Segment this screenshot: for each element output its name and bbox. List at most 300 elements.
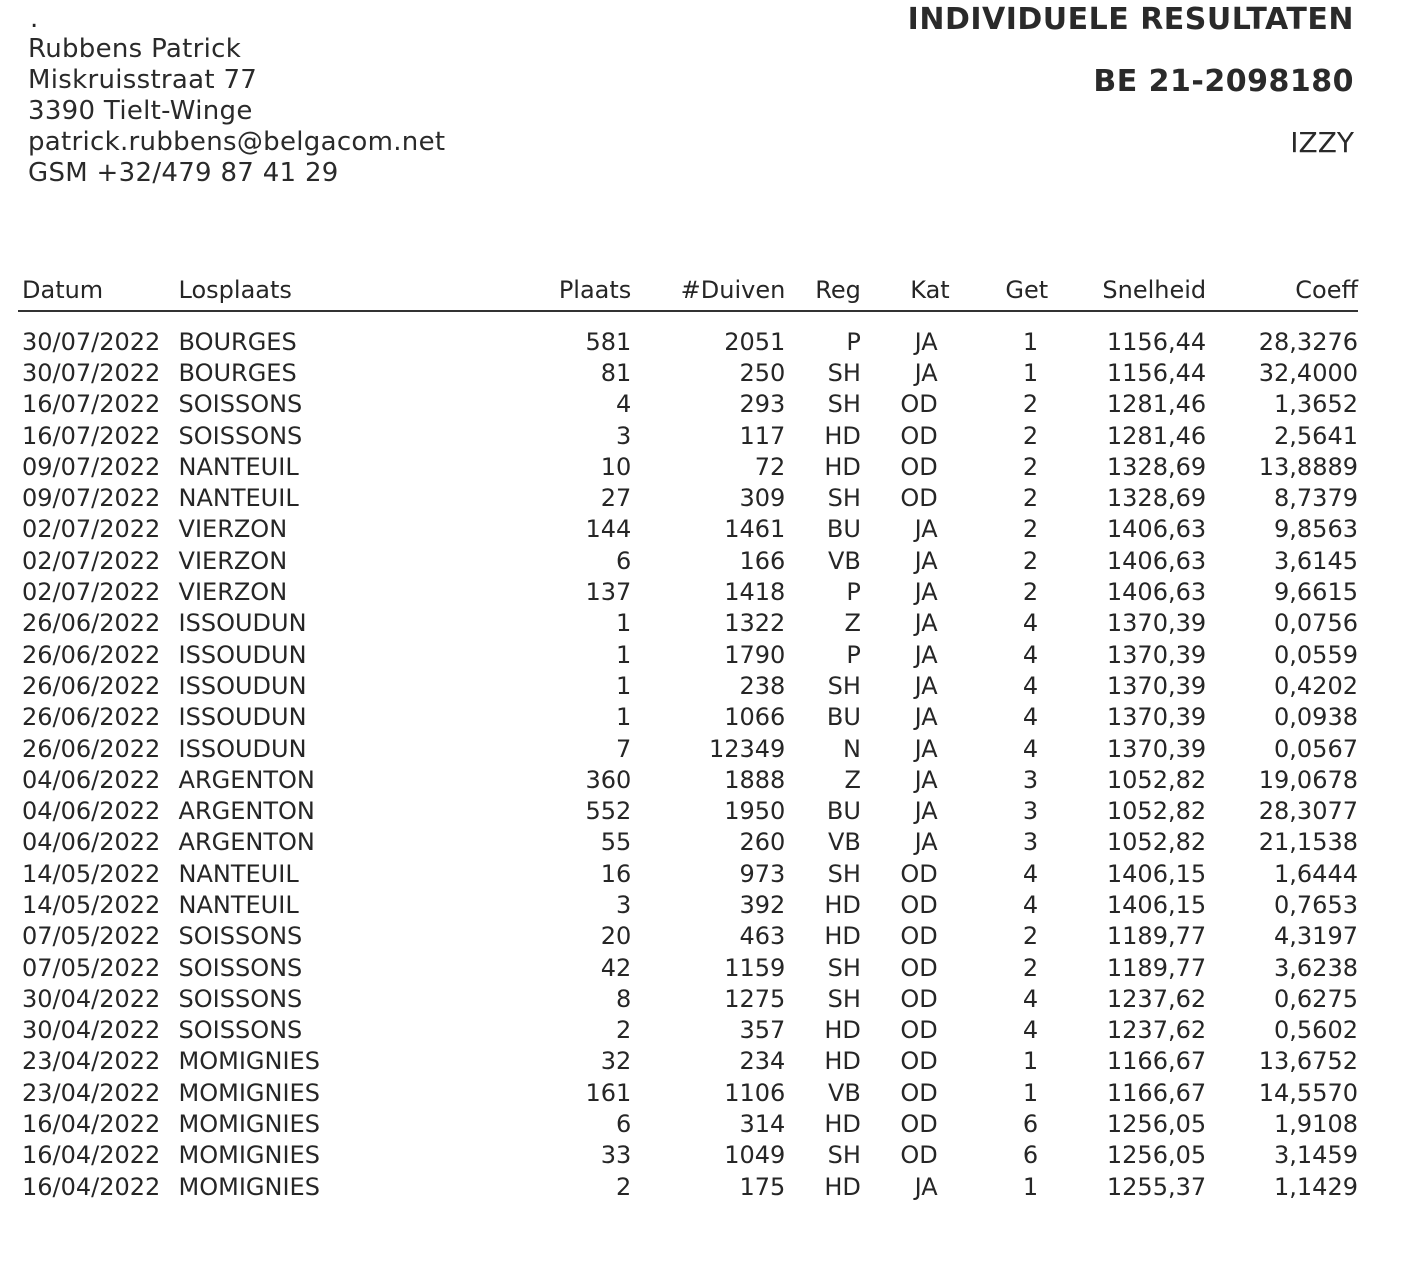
cell-coeff: 19,0678 <box>1258 765 1358 794</box>
cell-get: 4 <box>1022 609 1039 638</box>
cell-coeff: 1,1429 <box>1274 1172 1358 1201</box>
cell-reg: SH <box>827 484 861 513</box>
cell-duiven: 1950 <box>724 797 786 826</box>
cell-duiven: 238 <box>739 671 786 700</box>
cell-coeff: 0,0938 <box>1274 703 1358 732</box>
cell-plaats: 6 <box>616 546 632 575</box>
cell-datum: 16/04/2022 <box>22 1172 161 1201</box>
cell-snelheid: 1281,46 <box>1106 421 1207 450</box>
table-row <box>18 1015 1358 1046</box>
cell-plaats: 144 <box>585 515 632 544</box>
cell-kat: OD <box>900 1047 938 1076</box>
ring-number: BE 21-2098180 <box>1093 64 1354 99</box>
cell-duiven: 2051 <box>724 327 786 356</box>
cell-plaats: 2 <box>616 1172 632 1201</box>
cell-snelheid: 1281,46 <box>1106 390 1207 419</box>
column-header-losplaats: Losplaats <box>179 270 467 311</box>
owner-name: Rubbens Patrick <box>28 34 242 64</box>
cell-reg: SH <box>827 953 861 982</box>
cell-coeff: 4,3197 <box>1274 922 1358 951</box>
cell-losplaats: ARGENTON <box>178 828 315 857</box>
cell-kat: JA <box>914 797 938 826</box>
cell-losplaats: SOISSONS <box>178 953 303 982</box>
cell-get: 2 <box>1022 922 1039 951</box>
column-header-get: Get <box>962 270 1052 311</box>
cell-get: 4 <box>1022 890 1039 919</box>
cell-datum: 07/05/2022 <box>22 953 161 982</box>
cell-snelheid: 1370,39 <box>1106 703 1207 732</box>
cell-kat: JA <box>914 734 938 763</box>
cell-kat: JA <box>914 703 938 732</box>
cell-reg: Z <box>844 765 861 794</box>
cell-coeff: 3,1459 <box>1274 1141 1358 1170</box>
table-row <box>18 451 1358 482</box>
cell-coeff: 28,3077 <box>1258 797 1358 826</box>
cell-get: 6 <box>1022 1110 1039 1139</box>
cell-kat: JA <box>914 327 938 356</box>
table-row <box>18 545 1358 576</box>
cell-coeff: 13,8889 <box>1258 452 1358 481</box>
cell-reg: VB <box>828 1078 861 1107</box>
cell-reg: VB <box>828 828 861 857</box>
cell-plaats: 161 <box>585 1078 632 1107</box>
cell-datum: 30/04/2022 <box>22 984 161 1013</box>
cell-reg: P <box>846 640 861 669</box>
cell-coeff: 21,1538 <box>1258 828 1358 857</box>
pigeon-name: IZZY <box>1290 126 1354 159</box>
cell-datum: 14/05/2022 <box>22 859 161 888</box>
cell-snelheid: 1166,67 <box>1106 1078 1207 1107</box>
cell-datum: 09/07/2022 <box>22 484 161 513</box>
cell-duiven: 314 <box>739 1110 786 1139</box>
cell-losplaats: MOMIGNIES <box>178 1141 320 1170</box>
cell-duiven: 357 <box>739 1016 786 1045</box>
cell-losplaats: SOISSONS <box>178 984 303 1013</box>
cell-losplaats: BOURGES <box>178 327 297 356</box>
column-header-coeff: Coeff <box>1206 270 1358 311</box>
cell-duiven: 166 <box>739 546 786 575</box>
cell-losplaats: SOISSONS <box>178 390 303 419</box>
owner-email: patrick.rubbens@belgacom.net <box>28 127 446 157</box>
cell-duiven: 973 <box>739 859 786 888</box>
cell-plaats: 2 <box>616 1016 632 1045</box>
cell-get: 3 <box>1022 765 1039 794</box>
cell-plaats: 7 <box>616 734 632 763</box>
cell-coeff: 0,0567 <box>1274 734 1358 763</box>
cell-coeff: 0,6275 <box>1274 984 1358 1013</box>
cell-datum: 16/04/2022 <box>22 1141 161 1170</box>
cell-reg: SH <box>827 984 861 1013</box>
table-row <box>18 827 1358 858</box>
owner-street: Miskruisstraat 77 <box>28 65 258 95</box>
cell-plaats: 137 <box>585 578 632 607</box>
cell-kat: OD <box>900 890 938 919</box>
cell-losplaats: NANTEUIL <box>178 452 299 481</box>
cell-datum: 07/05/2022 <box>22 922 161 951</box>
cell-losplaats: ISSOUDUN <box>178 640 307 669</box>
cell-reg: HD <box>824 1047 861 1076</box>
cell-losplaats: MOMIGNIES <box>178 1047 320 1076</box>
cell-datum: 30/04/2022 <box>22 1016 161 1045</box>
cell-get: 4 <box>1022 671 1039 700</box>
table-row <box>18 514 1358 545</box>
cell-get: 3 <box>1022 828 1039 857</box>
cell-losplaats: ISSOUDUN <box>178 609 307 638</box>
cell-reg: VB <box>828 546 861 575</box>
cell-get: 2 <box>1022 421 1039 450</box>
cell-losplaats: MOMIGNIES <box>178 1172 320 1201</box>
cell-datum: 23/04/2022 <box>22 1078 161 1107</box>
cell-coeff: 9,8563 <box>1274 515 1358 544</box>
cell-plaats: 6 <box>616 1110 632 1139</box>
cell-get: 2 <box>1022 452 1039 481</box>
cell-datum: 26/06/2022 <box>22 703 161 732</box>
cell-get: 2 <box>1022 578 1039 607</box>
cell-losplaats: ARGENTON <box>178 797 315 826</box>
table-row <box>18 389 1358 420</box>
cell-datum: 04/06/2022 <box>22 765 161 794</box>
cell-plaats: 42 <box>600 953 632 982</box>
cell-datum: 26/06/2022 <box>22 640 161 669</box>
cell-kat: JA <box>914 640 938 669</box>
column-header-duiven: #Duiven <box>631 270 785 311</box>
cell-datum: 26/06/2022 <box>22 734 161 763</box>
cell-losplaats: MOMIGNIES <box>178 1078 320 1107</box>
cell-plaats: 4 <box>616 390 632 419</box>
cell-reg: HD <box>824 421 861 450</box>
cell-kat: JA <box>914 609 938 638</box>
cell-snelheid: 1166,67 <box>1106 1047 1207 1076</box>
table-row <box>18 420 1358 451</box>
cell-reg: P <box>846 327 861 356</box>
column-header-plaats: Plaats <box>467 270 632 311</box>
table-row <box>18 795 1358 826</box>
table-row <box>18 670 1358 701</box>
cell-datum: 04/06/2022 <box>22 828 161 857</box>
cell-datum: 04/06/2022 <box>22 797 161 826</box>
cell-datum: 09/07/2022 <box>22 452 161 481</box>
cell-kat: JA <box>914 765 938 794</box>
cell-get: 3 <box>1022 797 1039 826</box>
cell-duiven: 293 <box>739 390 786 419</box>
cell-reg: Z <box>844 609 861 638</box>
cell-losplaats: NANTEUIL <box>178 890 299 919</box>
cell-get: 1 <box>1022 1047 1039 1076</box>
table-row <box>18 858 1358 889</box>
cell-datum: 26/06/2022 <box>22 609 161 638</box>
cell-plaats: 3 <box>616 890 632 919</box>
cell-plaats: 10 <box>600 452 632 481</box>
cell-plaats: 8 <box>616 984 632 1013</box>
cell-losplaats: ISSOUDUN <box>178 734 307 763</box>
cell-get: 1 <box>1022 358 1039 387</box>
cell-coeff: 0,5602 <box>1274 1016 1358 1045</box>
cell-snelheid: 1237,62 <box>1106 984 1207 1013</box>
column-header-kat: Kat <box>861 270 962 311</box>
cell-plaats: 1 <box>616 640 632 669</box>
cell-losplaats: VIERZON <box>178 515 288 544</box>
table-row <box>18 357 1358 388</box>
cell-coeff: 0,0756 <box>1274 609 1358 638</box>
cell-duiven: 12349 <box>708 734 786 763</box>
cell-snelheid: 1406,63 <box>1106 578 1207 607</box>
cell-losplaats: ARGENTON <box>178 765 315 794</box>
cell-plaats: 20 <box>600 922 632 951</box>
cell-plaats: 1 <box>616 671 632 700</box>
cell-snelheid: 1052,82 <box>1106 797 1207 826</box>
table-row <box>18 1108 1358 1139</box>
cell-datum: 16/04/2022 <box>22 1110 161 1139</box>
cell-snelheid: 1256,05 <box>1106 1141 1207 1170</box>
cell-reg: HD <box>824 1016 861 1045</box>
cell-duiven: 1418 <box>724 578 786 607</box>
table-row <box>18 952 1358 983</box>
cell-plaats: 33 <box>600 1141 632 1170</box>
results-table <box>18 270 1358 1202</box>
cell-plaats: 16 <box>600 859 632 888</box>
cell-reg: HD <box>824 922 861 951</box>
table-row <box>18 1077 1358 1108</box>
table-row <box>18 889 1358 920</box>
cell-losplaats: SOISSONS <box>178 1016 303 1045</box>
cell-datum: 16/07/2022 <box>22 390 161 419</box>
table-row <box>18 983 1358 1014</box>
cell-kat: OD <box>900 390 938 419</box>
cell-losplaats: SOISSONS <box>178 421 303 450</box>
cell-get: 1 <box>1022 327 1039 356</box>
cell-losplaats: VIERZON <box>178 546 288 575</box>
owner-city: 3390 Tielt-Winge <box>28 96 253 126</box>
cell-losplaats: NANTEUIL <box>178 859 299 888</box>
cell-plaats: 552 <box>585 797 632 826</box>
cell-kat: OD <box>900 984 938 1013</box>
cell-snelheid: 1370,39 <box>1106 640 1207 669</box>
cell-losplaats: NANTEUIL <box>178 484 299 513</box>
cell-get: 4 <box>1022 703 1039 732</box>
table-row <box>18 639 1358 670</box>
cell-kat: OD <box>900 452 938 481</box>
cell-coeff: 1,3652 <box>1274 390 1358 419</box>
cell-coeff: 32,4000 <box>1258 358 1358 387</box>
cell-duiven: 1888 <box>724 765 786 794</box>
table-row <box>18 764 1358 795</box>
cell-datum: 02/07/2022 <box>22 515 161 544</box>
cell-coeff: 9,6615 <box>1274 578 1358 607</box>
table-row <box>18 608 1358 639</box>
cell-losplaats: MOMIGNIES <box>178 1110 320 1139</box>
cell-get: 2 <box>1022 953 1039 982</box>
cell-coeff: 3,6238 <box>1274 953 1358 982</box>
table-row <box>18 733 1358 764</box>
cell-duiven: 309 <box>739 484 786 513</box>
cell-snelheid: 1370,39 <box>1106 734 1207 763</box>
cell-plaats: 3 <box>616 421 632 450</box>
cell-datum: 26/06/2022 <box>22 671 161 700</box>
cell-kat: OD <box>900 1110 938 1139</box>
cell-kat: JA <box>914 671 938 700</box>
cell-duiven: 234 <box>739 1047 786 1076</box>
cell-kat: JA <box>914 546 938 575</box>
cell-snelheid: 1370,39 <box>1106 671 1207 700</box>
cell-reg: BU <box>826 797 861 826</box>
document-title: INDIVIDUELE RESULTATEN <box>907 2 1354 37</box>
table-row <box>18 482 1358 513</box>
cell-kat: OD <box>900 1141 938 1170</box>
cell-reg: BU <box>826 515 861 544</box>
cell-coeff: 8,7379 <box>1274 484 1358 513</box>
cell-plaats: 32 <box>600 1047 632 1076</box>
cell-kat: JA <box>914 828 938 857</box>
cell-snelheid: 1406,15 <box>1106 890 1207 919</box>
owner-phone: GSM +32/479 87 41 29 <box>28 158 339 188</box>
cell-reg: HD <box>824 1172 861 1201</box>
column-header-snelheid: Snelheid <box>1052 270 1206 311</box>
cell-snelheid: 1256,05 <box>1106 1110 1207 1139</box>
cell-coeff: 0,0559 <box>1274 640 1358 669</box>
header-dot: . <box>30 4 39 34</box>
cell-plaats: 55 <box>600 828 632 857</box>
cell-duiven: 1461 <box>724 515 786 544</box>
cell-reg: N <box>842 734 861 763</box>
table-row <box>18 921 1358 952</box>
column-header-datum: Datum <box>18 270 179 311</box>
cell-duiven: 1159 <box>724 953 786 982</box>
cell-coeff: 3,6145 <box>1274 546 1358 575</box>
cell-reg: P <box>846 578 861 607</box>
cell-get: 1 <box>1022 1172 1039 1201</box>
cell-duiven: 1066 <box>724 703 786 732</box>
table-row <box>18 576 1358 607</box>
cell-reg: HD <box>824 1110 861 1139</box>
results-body <box>18 311 1358 1202</box>
cell-losplaats: ISSOUDUN <box>178 671 307 700</box>
cell-kat: OD <box>900 1016 938 1045</box>
cell-duiven: 1049 <box>724 1141 786 1170</box>
cell-duiven: 250 <box>739 358 786 387</box>
cell-coeff: 14,5570 <box>1258 1078 1358 1107</box>
cell-kat: JA <box>914 578 938 607</box>
cell-coeff: 0,4202 <box>1274 671 1358 700</box>
cell-coeff: 1,9108 <box>1274 1110 1358 1139</box>
cell-datum: 02/07/2022 <box>22 546 161 575</box>
cell-duiven: 463 <box>739 922 786 951</box>
cell-reg: BU <box>826 703 861 732</box>
cell-get: 2 <box>1022 546 1039 575</box>
table-row <box>18 1171 1358 1202</box>
cell-kat: JA <box>914 515 938 544</box>
cell-coeff: 2,5641 <box>1274 421 1358 450</box>
cell-plaats: 581 <box>585 327 632 356</box>
owner-address <box>28 34 445 189</box>
cell-snelheid: 1052,82 <box>1106 828 1207 857</box>
cell-coeff: 13,6752 <box>1258 1047 1358 1076</box>
cell-kat: OD <box>900 484 938 513</box>
cell-reg: SH <box>827 859 861 888</box>
table-header-row <box>18 270 1358 311</box>
cell-get: 4 <box>1022 984 1039 1013</box>
cell-duiven: 117 <box>739 421 786 450</box>
cell-snelheid: 1189,77 <box>1106 953 1207 982</box>
cell-plaats: 27 <box>600 484 632 513</box>
cell-snelheid: 1156,44 <box>1106 327 1207 356</box>
cell-get: 4 <box>1022 734 1039 763</box>
cell-reg: HD <box>824 452 861 481</box>
cell-get: 4 <box>1022 1016 1039 1045</box>
cell-plaats: 1 <box>616 609 632 638</box>
cell-duiven: 1275 <box>724 984 786 1013</box>
cell-snelheid: 1328,69 <box>1106 452 1207 481</box>
cell-datum: 02/07/2022 <box>22 578 161 607</box>
cell-datum: 14/05/2022 <box>22 890 161 919</box>
column-header-reg: Reg <box>785 270 861 311</box>
cell-duiven: 1790 <box>724 640 786 669</box>
cell-snelheid: 1370,39 <box>1106 609 1207 638</box>
cell-snelheid: 1406,15 <box>1106 859 1207 888</box>
cell-kat: JA <box>914 358 938 387</box>
cell-coeff: 28,3276 <box>1258 327 1358 356</box>
cell-reg: SH <box>827 671 861 700</box>
cell-plaats: 360 <box>585 765 632 794</box>
cell-snelheid: 1328,69 <box>1106 484 1207 513</box>
cell-duiven: 1106 <box>724 1078 786 1107</box>
cell-reg: HD <box>824 890 861 919</box>
cell-duiven: 1322 <box>724 609 786 638</box>
cell-reg: SH <box>827 1141 861 1170</box>
cell-duiven: 175 <box>739 1172 786 1201</box>
cell-get: 6 <box>1022 1141 1039 1170</box>
cell-losplaats: SOISSONS <box>178 922 303 951</box>
cell-reg: SH <box>827 358 861 387</box>
cell-coeff: 0,7653 <box>1274 890 1358 919</box>
cell-kat: OD <box>900 859 938 888</box>
cell-duiven: 392 <box>739 890 786 919</box>
cell-snelheid: 1255,37 <box>1106 1172 1207 1201</box>
cell-snelheid: 1237,62 <box>1106 1016 1207 1045</box>
table-row <box>18 311 1358 357</box>
table-row <box>18 702 1358 733</box>
cell-datum: 30/07/2022 <box>22 327 161 356</box>
cell-get: 4 <box>1022 859 1039 888</box>
cell-plaats: 1 <box>616 703 632 732</box>
cell-snelheid: 1189,77 <box>1106 922 1207 951</box>
cell-get: 2 <box>1022 390 1039 419</box>
cell-snelheid: 1052,82 <box>1106 765 1207 794</box>
cell-kat: JA <box>914 1172 938 1201</box>
cell-get: 2 <box>1022 484 1039 513</box>
cell-losplaats: VIERZON <box>178 578 288 607</box>
table-row <box>18 1046 1358 1077</box>
cell-snelheid: 1156,44 <box>1106 358 1207 387</box>
table-row <box>18 1140 1358 1171</box>
cell-duiven: 72 <box>754 452 786 481</box>
cell-reg: SH <box>827 390 861 419</box>
cell-duiven: 260 <box>739 828 786 857</box>
cell-datum: 30/07/2022 <box>22 358 161 387</box>
cell-datum: 23/04/2022 <box>22 1047 161 1076</box>
cell-snelheid: 1406,63 <box>1106 546 1207 575</box>
cell-kat: OD <box>900 1078 938 1107</box>
cell-kat: OD <box>900 922 938 951</box>
cell-kat: OD <box>900 421 938 450</box>
cell-snelheid: 1406,63 <box>1106 515 1207 544</box>
cell-get: 2 <box>1022 515 1039 544</box>
cell-kat: OD <box>900 953 938 982</box>
cell-losplaats: ISSOUDUN <box>178 703 307 732</box>
cell-coeff: 1,6444 <box>1274 859 1358 888</box>
cell-plaats: 81 <box>600 358 632 387</box>
cell-datum: 16/07/2022 <box>22 421 161 450</box>
cell-losplaats: BOURGES <box>178 358 297 387</box>
